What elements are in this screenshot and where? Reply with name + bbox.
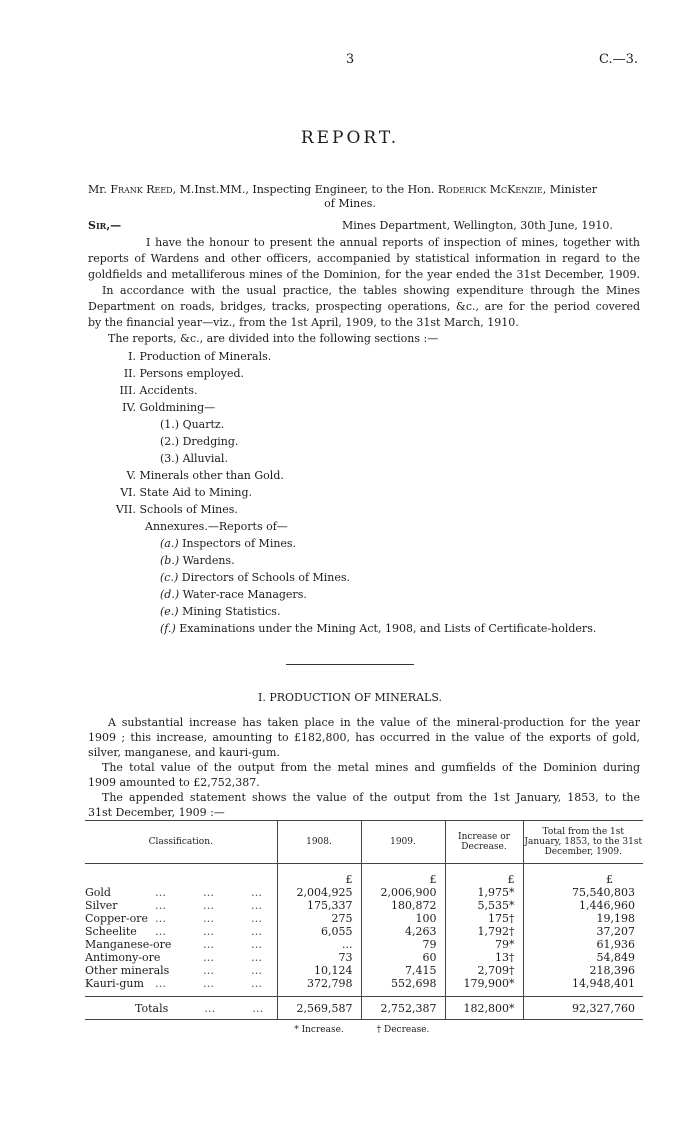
value-total: 54,849	[523, 951, 643, 964]
table-row: Scheelite … … … 6,055 4,263 1,792† 37,207	[85, 925, 643, 938]
header-classification: Classification.	[85, 821, 277, 864]
table-row: Kauri-gum … … … 372,798 552,698 179,900* 14,948,401	[85, 977, 643, 997]
header-1908: 1908.	[277, 821, 361, 864]
intro-paragraph-line: Department on roads, bridges, tracks, prospecting operations, &c., are for the period covered	[88, 300, 640, 313]
address-line-2: of Mines.	[324, 197, 376, 210]
engineer-name: Frank Reed	[110, 183, 173, 196]
table-row: Antimony-ore … … 73 60 13† 54,849	[85, 951, 643, 964]
value-change: 2,709†	[445, 964, 523, 977]
value-1909: 60	[361, 951, 445, 964]
section-item: III. Accidents.	[119, 384, 198, 397]
table-row: Silver … … … 175,337 180,872 5,535* 1,446,960	[85, 899, 643, 912]
value-change: 1,792†	[445, 925, 523, 938]
dateline: Mines Department, Wellington, 30th June, 1910.	[342, 219, 613, 232]
mineral-name: Kauri-gum	[85, 976, 144, 990]
value-total: 19,198	[523, 912, 643, 925]
intro-paragraph-line: In accordance with the usual practice, the tables showing expenditure through the Mines	[102, 284, 640, 297]
value-change: 5,535*	[445, 899, 523, 912]
value-1908: 175,337	[277, 899, 361, 912]
annexures-title: Annexures.—Reports of—	[145, 520, 288, 533]
subsection-item: (1.) Quartz.	[160, 418, 225, 431]
currency-symbol: £	[361, 864, 445, 886]
total-1908: 2,569,587	[277, 997, 361, 1020]
value-1908: ...	[277, 938, 361, 951]
value-1908: 275	[277, 912, 361, 925]
document-reference: C.—3.	[598, 52, 638, 67]
intro-paragraph-line: I have the honour to present the annual reports of inspection of mines, together with	[146, 236, 640, 249]
value-total: 37,207	[523, 925, 643, 938]
mineral-name: Scheelite	[85, 924, 137, 938]
value-1909: 552,698	[361, 977, 445, 997]
mineral-name: Silver	[85, 898, 118, 912]
total-change: 182,800*	[445, 997, 523, 1020]
header-1909: 1909.	[361, 821, 445, 864]
currency-symbol: £	[445, 864, 523, 886]
value-1908: 2,004,925	[277, 886, 361, 899]
mineral-output-table	[85, 820, 643, 1040]
value-1909: 2,006,900	[361, 886, 445, 899]
intro-paragraph-line: goldfields and metalliferous mines of the Dominion, for the year ended the 31st December, 1909.	[88, 268, 640, 281]
value-1908: 73	[277, 951, 361, 964]
table-row: Copper-ore … … … 275 100 175† 19,198	[85, 912, 643, 925]
section-item: IV. Goldmining—	[122, 401, 216, 414]
header-change: Increase or Decrease.	[445, 821, 523, 864]
annexure-item: (e.) Mining Statistics.	[160, 605, 281, 618]
value-total: 1,446,960	[523, 899, 643, 912]
value-total: 14,948,401	[523, 977, 643, 997]
mineral-name: Manganese-ore	[85, 937, 172, 951]
intro-paragraph-line: reports of Wardens and other officers, accompanied by statistical information in regard to the	[88, 252, 640, 265]
value-1909: 180,872	[361, 899, 445, 912]
currency-row	[85, 864, 643, 886]
salutation: Sir,—	[88, 219, 122, 232]
section-paragraph-line: silver, manganese, and kauri-gum.	[88, 746, 280, 759]
header-total: Total from the 1st January, 1853, to the 31st December, 1909.	[523, 821, 643, 864]
totals-label: Totals	[135, 1001, 169, 1015]
section-item: I. Production of Minerals.	[128, 350, 272, 363]
table-header-row	[85, 821, 643, 864]
annexure-item: (d.) Water-race Managers.	[160, 588, 307, 601]
footnote-decrease: † Decrease.	[376, 1024, 430, 1035]
minister-name: Roderick McKenzie	[437, 183, 543, 196]
total-grand: 92,327,760	[523, 997, 643, 1020]
section-item: VI. State Aid to Mining.	[120, 486, 252, 499]
section-paragraph-line: The appended statement shows the value of the output from the 1st January, 1853, to the	[102, 791, 640, 804]
table-row: Gold … … … 2,004,925 2,006,900 1,975* 75,540,803	[85, 886, 643, 899]
value-change: 1,975*	[445, 886, 523, 899]
value-1909: 4,263	[361, 925, 445, 938]
section-paragraph-line: 31st December, 1909 :—	[88, 806, 225, 819]
value-change: 175†	[445, 912, 523, 925]
intro-paragraph-line: by the financial year—viz., from the 1st April, 1909, to the 31st March, 1910.	[88, 316, 519, 329]
section-item: II. Persons employed.	[123, 367, 245, 380]
section-heading: I. PRODUCTION OF MINERALS.	[258, 691, 442, 704]
footnote-row	[85, 1020, 643, 1040]
table-row: Other minerals … … 10,124 7,415 2,709† 218,396	[85, 964, 643, 977]
subsection-item: (2.) Dredging.	[160, 435, 239, 448]
value-total: 75,540,803	[523, 886, 643, 899]
subsection-item: (3.) Alluvial.	[160, 452, 228, 465]
section-paragraph-line: A substantial increase has taken place in the value of the mineral-production for the year	[108, 716, 640, 729]
value-1909: 7,415	[361, 964, 445, 977]
page-number: 3	[345, 52, 355, 67]
value-change: 179,900*	[445, 977, 523, 997]
section-paragraph-line: 1909 amounted to £2,752,387.	[88, 776, 260, 789]
currency-symbol: £	[277, 864, 361, 886]
table-row: Manganese-ore … … ... 79 79* 61,936	[85, 938, 643, 951]
section-item: V. Minerals other than Gold.	[126, 469, 284, 482]
report-title: REPORT.	[300, 128, 400, 148]
value-1909: 100	[361, 912, 445, 925]
total-1909: 2,752,387	[361, 997, 445, 1020]
value-change: 79*	[445, 938, 523, 951]
mineral-name: Antimony-ore	[85, 950, 161, 964]
annexure-item: (b.) Wardens.	[160, 554, 235, 567]
currency-symbol: £	[523, 864, 643, 886]
value-1908: 10,124	[277, 964, 361, 977]
section-paragraph-line: 1909 ; this increase, amounting to £182,800, has occurred in the value of the exports of gold,	[88, 731, 640, 744]
mineral-name: Gold	[85, 885, 111, 899]
address-line: Mr. Frank Reed, M.Inst.MM., Inspecting Engineer, to the Hon. Roderick McKenzie, Minister	[88, 183, 597, 196]
annexure-item: (f.) Examinations under the Mining Act, 1908, and Lists of Certificate-holders.	[160, 622, 597, 635]
value-1908: 372,798	[277, 977, 361, 997]
section-item: VII. Schools of Mines.	[115, 503, 238, 516]
annexure-item: (a.) Inspectors of Mines.	[160, 537, 297, 550]
mineral-name: Copper-ore	[85, 911, 148, 925]
value-change: 13†	[445, 951, 523, 964]
value-total: 61,936	[523, 938, 643, 951]
footnote-increase: * Increase.	[294, 1024, 344, 1035]
section-divider	[286, 664, 414, 665]
section-paragraph-line: The total value of the output from the metal mines and gumfields of the Dominion during	[102, 761, 640, 774]
mineral-name: Other minerals	[85, 963, 170, 977]
totals-row: Totals … … 2,569,587 2,752,387 182,800* 92,327,760	[85, 997, 643, 1020]
intro-paragraph-line: The reports, &c., are divided into the following sections :—	[108, 332, 439, 345]
value-1908: 6,055	[277, 925, 361, 938]
annexure-item: (c.) Directors of Schools of Mines.	[160, 571, 351, 584]
value-total: 218,396	[523, 964, 643, 977]
value-1909: 79	[361, 938, 445, 951]
